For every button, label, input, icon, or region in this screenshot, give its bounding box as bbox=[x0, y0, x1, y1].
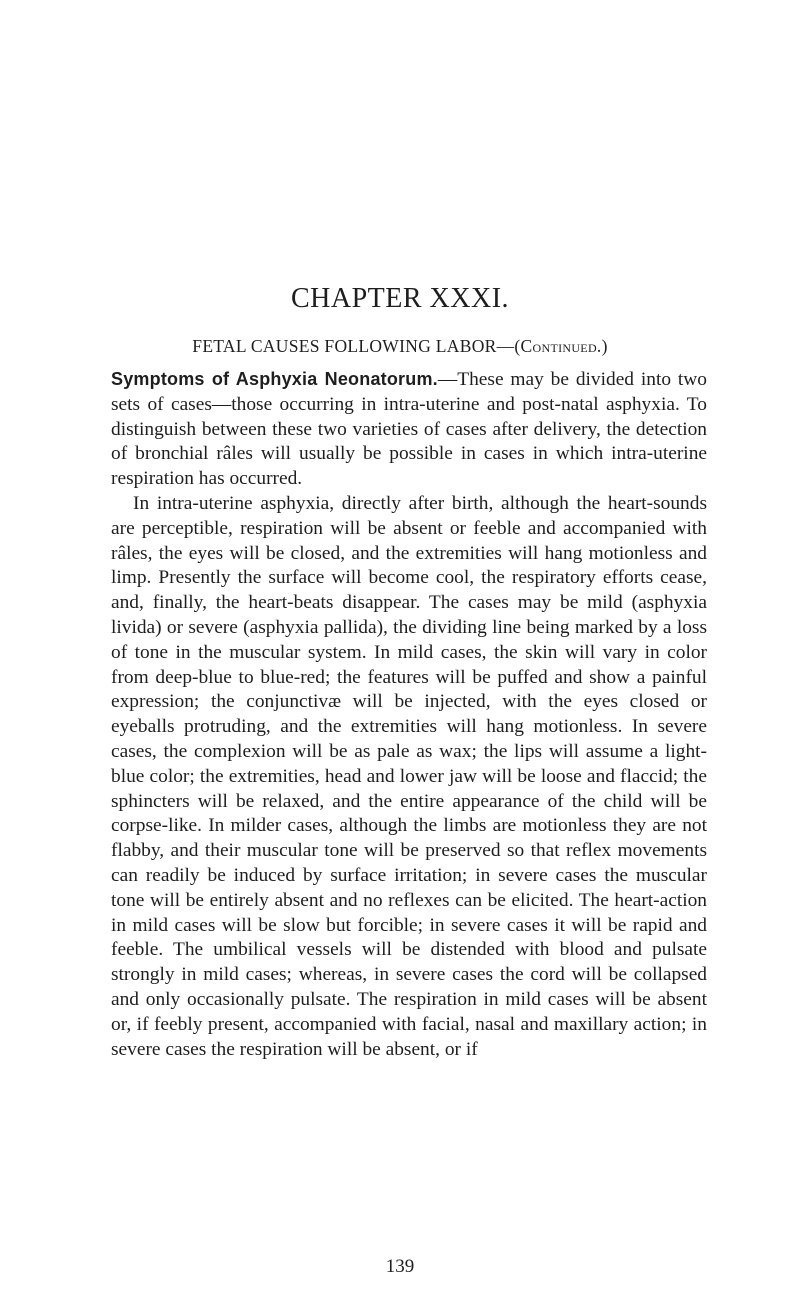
paragraph-1-text: —These may be divided into two sets of cases—those occurring in intra-uterine and post-natal asphyxia. To distinguish between these two varieties of cases after delivery, the detection of bronchial râles will usually be possible in cases in which intra-uterine respiration has occurred. bbox=[111, 369, 707, 490]
body-text bbox=[111, 367, 707, 1062]
subtitle-text: FETAL CAUSES FOLLOWING LABOR— bbox=[192, 336, 515, 356]
section-heading: Symptoms of Asphyxia Neonatorum. bbox=[111, 369, 438, 389]
paragraph-2: In intra-uterine asphyxia, directly after birth, although the heart-sounds are perceptible, respiration will be absent or feeble and accompanied with râles, the eyes will be closed, and the extremities will hang motionless and limp. Presently the surface will become cool, the respiratory efforts cease, and, finally, the heart-beats disappear. The cases may be mild (asphyxia livida) or severe (asphyxia pallida), the dividing line being marked by a loss of tone in the muscular system. In mild cases, the skin will vary in color from deep-blue to blue-red; the features will be puffed and show a painful expression; the conjunctivæ will be injected, with the eyes closed or eyeballs protruding, and the extremities will hang motionless. In severe cases, the complexion will be as pale as wax; the lips will assume a light-blue color; the extremities, head and lower jaw will be loose and flaccid; the sphincters will be relaxed, and the entire appearance of the child will be corpse-like. In milder cases, although the limbs are motionless they are not flabby, and their muscular tone will be preserved so that reflex movements can readily be induced by surface irritation; in severe cases the muscular tone will be entirely absent and no reflexes can be elicited. The heart-action in mild cases will be slow but forcible; in severe cases it will be rapid and feeble. The umbilical vessels will be distended with blood and pulsate strongly in mild cases; whereas, in severe cases the cord will be collapsed and only occasionally pulsate. The respiration in mild cases will be absent or, if feebly present, accompanied with facial, nasal and maxillary action; in severe cases the respiration will be absent, or if bbox=[111, 492, 707, 1060]
chapter-subtitle bbox=[0, 336, 800, 357]
chapter-title: CHAPTER XXXI. bbox=[290, 283, 510, 314]
paragraph-1 bbox=[111, 367, 707, 492]
page-number: 139 bbox=[385, 1256, 415, 1277]
continued-label: (Continued.) bbox=[514, 336, 608, 356]
